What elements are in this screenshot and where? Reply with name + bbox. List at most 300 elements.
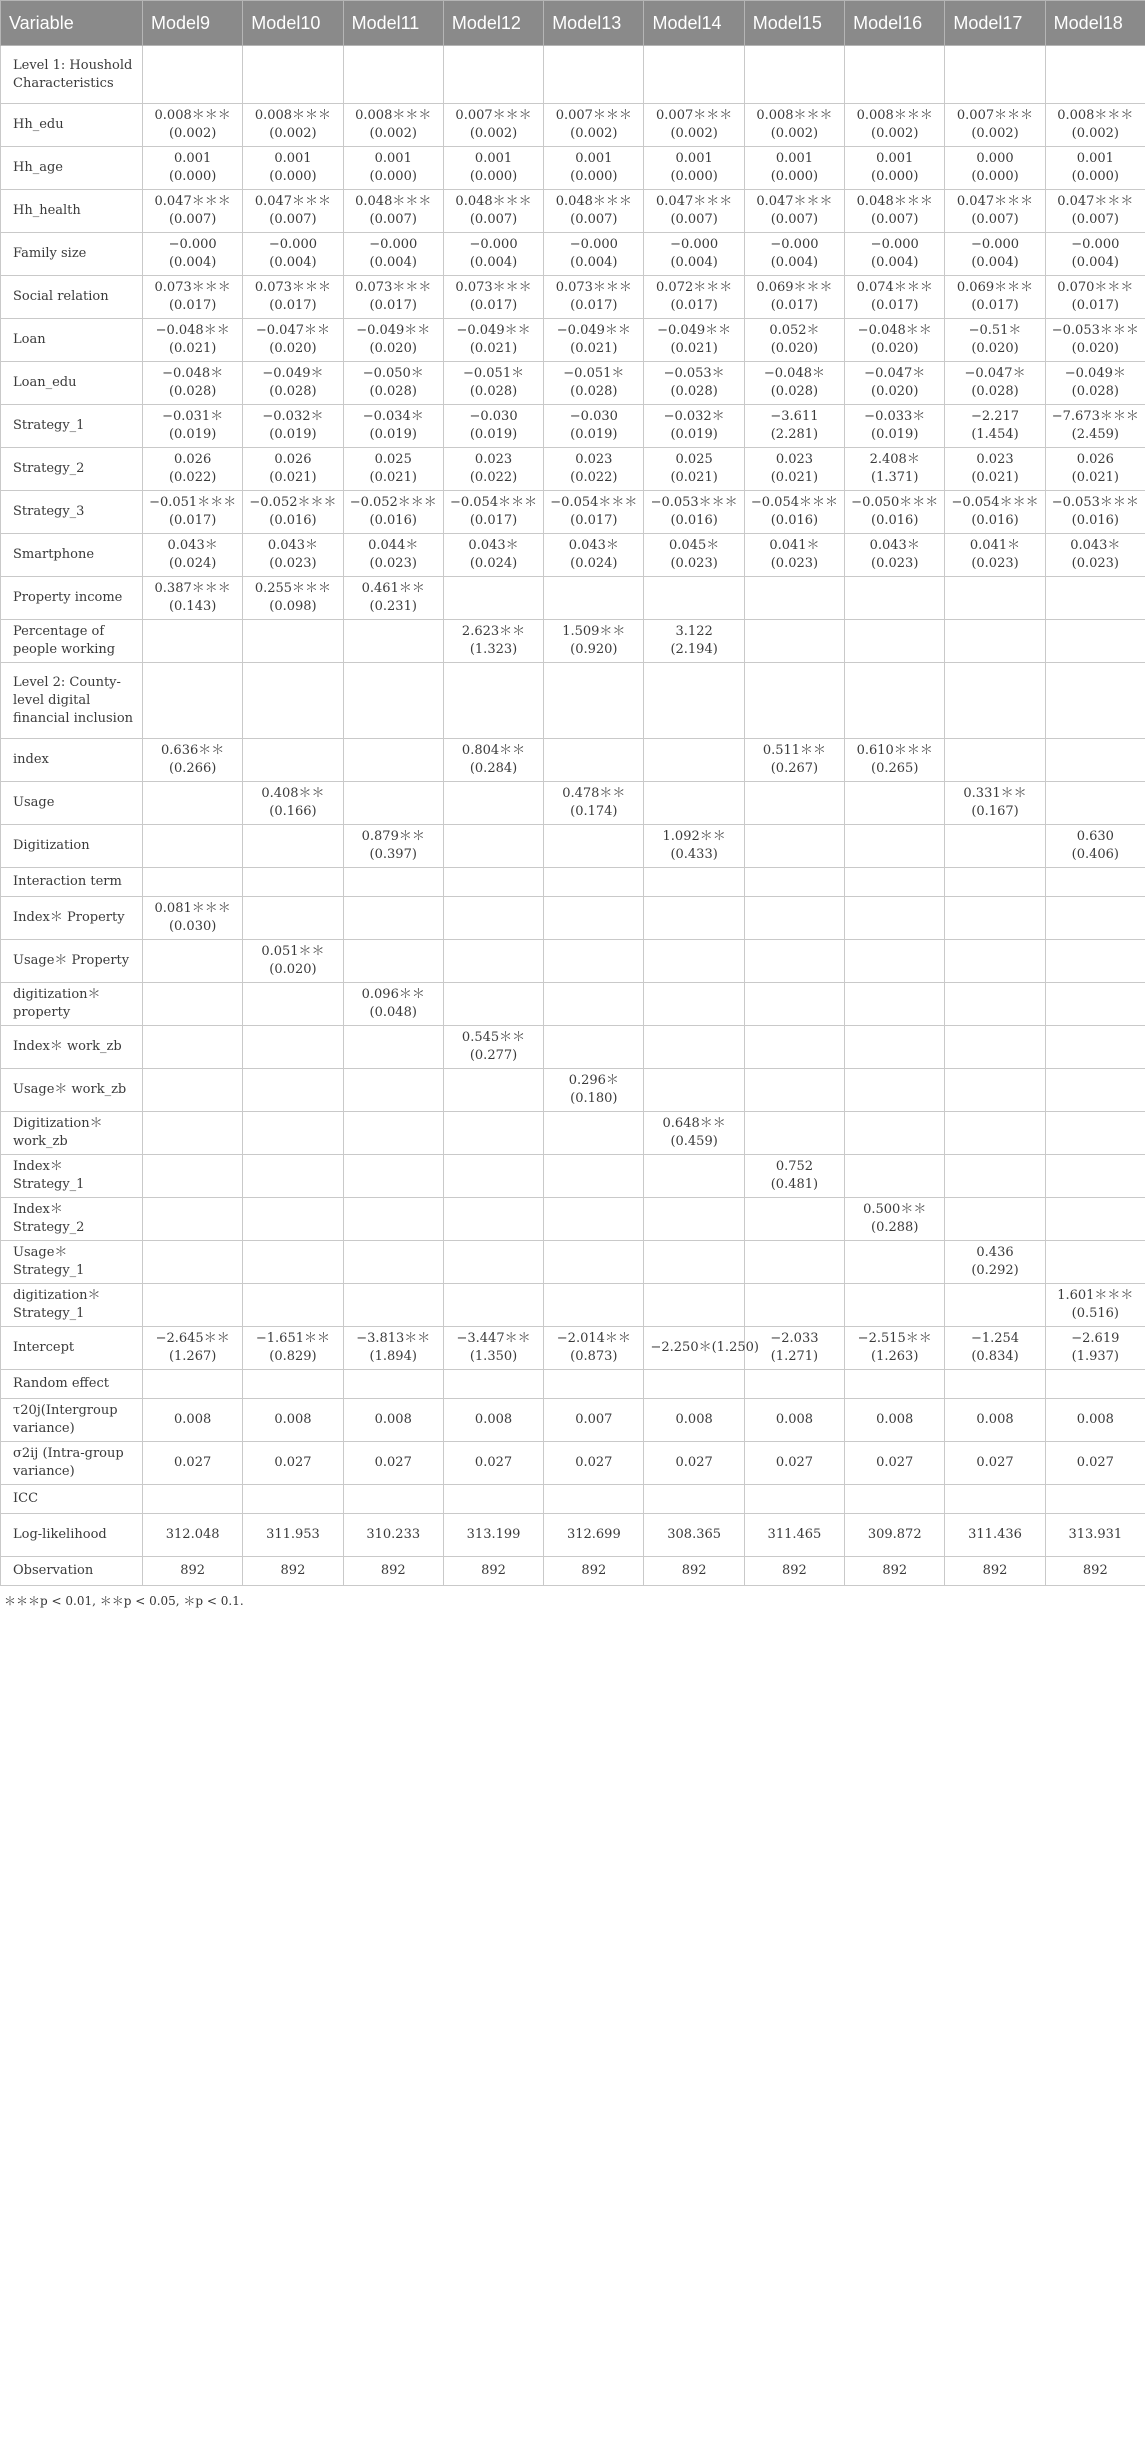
standard-error: (1.271) [770, 1349, 819, 1364]
standard-error: (0.016) [770, 513, 819, 528]
coefficient: −0.000 [268, 237, 317, 252]
row-label: ICC [1, 1485, 143, 1514]
standard-error: (0.021) [670, 470, 718, 485]
standard-error: (0.266) [168, 761, 217, 776]
table-cell [243, 1112, 343, 1155]
table-cell [343, 1026, 443, 1069]
table-cell [343, 620, 443, 663]
table-cell [845, 897, 945, 940]
coefficient: 0.008＊＊＊ [756, 108, 833, 123]
coefficient: −0.047＊＊ [255, 323, 330, 338]
standard-error: (1.323) [469, 642, 518, 657]
coefficient: −0.032＊ [262, 409, 324, 424]
standard-error: (0.021) [570, 341, 618, 356]
coefficient: 0.001 [675, 151, 713, 166]
standard-error: (0.834) [971, 1349, 1019, 1364]
table-cell [343, 1155, 443, 1198]
table-cell [1045, 897, 1145, 940]
coefficient: −0.047＊ [964, 366, 1026, 381]
standard-error: (0.000) [670, 169, 718, 184]
table-row [1, 1069, 1145, 1112]
table-row [1, 448, 1145, 491]
table-cell [845, 276, 945, 319]
table-row [1, 362, 1145, 405]
row-label: Index＊ Strategy_1 [1, 1155, 143, 1198]
table-cell [644, 663, 744, 739]
table-cell [744, 983, 844, 1026]
standard-error: (0.004) [269, 255, 317, 270]
table-row [1, 739, 1145, 782]
standard-error: (0.007) [369, 212, 417, 227]
row-label: index [1, 739, 143, 782]
table-cell [243, 983, 343, 1026]
table-cell [143, 868, 243, 897]
table-cell [644, 233, 744, 276]
row-label: Loan_edu [1, 362, 143, 405]
standard-error: (0.019) [871, 427, 919, 442]
table-cell [845, 620, 945, 663]
table-cell [544, 1112, 644, 1155]
table-cell [845, 405, 945, 448]
table-cell [243, 1370, 343, 1399]
standard-error: (0.002) [1071, 126, 1119, 141]
table-cell [443, 825, 543, 868]
standard-error: (0.004) [1071, 255, 1119, 270]
standard-error: (0.004) [469, 255, 518, 270]
table-cell [644, 577, 744, 620]
table-cell: 892 [845, 1557, 945, 1586]
table-cell: 0.008 [343, 1399, 443, 1442]
table-cell [845, 577, 945, 620]
table-cell [243, 577, 343, 620]
standard-error: (0.000) [971, 169, 1019, 184]
coefficient: 0.069＊＊＊ [756, 280, 833, 295]
standard-error: (0.017) [168, 298, 217, 313]
table-row [1, 782, 1145, 825]
row-label: Usage＊ Strategy_1 [1, 1241, 143, 1284]
table-row [1, 825, 1145, 868]
table-cell [343, 1327, 443, 1370]
table-cell [544, 448, 644, 491]
standard-error: (0.007) [871, 212, 919, 227]
table-cell [544, 782, 644, 825]
coefficient: 0.636＊＊ [161, 743, 225, 758]
table-cell: 0.027 [845, 1442, 945, 1485]
standard-error: (0.516) [1071, 1306, 1119, 1321]
table-cell [945, 1026, 1045, 1069]
column-header-model: Model17 [945, 1, 1045, 46]
coefficient: −0.031＊ [162, 409, 224, 424]
coefficient: 0.008＊＊＊ [154, 108, 231, 123]
table-cell [544, 46, 644, 104]
table-cell: 892 [143, 1557, 243, 1586]
coefficient: 2.623＊＊ [461, 624, 526, 639]
table-cell [945, 1155, 1045, 1198]
coefficient: −0.052＊＊＊ [249, 495, 337, 510]
table-cell [845, 1370, 945, 1399]
standard-error: (0.397) [369, 847, 417, 862]
standard-error: (0.022) [469, 470, 518, 485]
row-label: Level 2: County-level digital financial inclusion [1, 663, 143, 739]
table-cell [644, 739, 744, 782]
table-cell [143, 983, 243, 1026]
coefficient: 0.073＊＊＊ [455, 280, 532, 295]
table-cell [644, 1284, 744, 1327]
standard-error: (0.017) [770, 298, 819, 313]
table-cell [143, 448, 243, 491]
table-cell [1045, 1112, 1145, 1155]
coefficient: 0.001 [274, 151, 312, 166]
coefficient: 0.043＊ [468, 538, 519, 553]
coefficient: 0.041＊ [969, 538, 1021, 553]
table-cell [443, 1241, 543, 1284]
coefficient: −0.053＊＊＊ [650, 495, 738, 510]
coefficient: 0.096＊＊ [361, 987, 425, 1002]
table-cell: 0.027 [143, 1442, 243, 1485]
table-cell [243, 534, 343, 577]
coefficient: −0.000 [670, 237, 719, 252]
table-cell [243, 620, 343, 663]
coefficient: −1.254 [970, 1331, 1020, 1346]
table-cell [744, 1485, 844, 1514]
coefficient: 0.048＊＊＊ [455, 194, 532, 209]
row-label: digitization＊ property [1, 983, 143, 1026]
standard-error: (0.007) [1071, 212, 1119, 227]
coefficient: −3.611 [770, 409, 819, 424]
table-cell [1045, 1241, 1145, 1284]
standard-error: (0.017) [168, 513, 217, 528]
table-cell [443, 1155, 543, 1198]
standard-error: (0.023) [670, 556, 718, 571]
standard-error: (0.023) [1071, 556, 1119, 571]
row-label: Strategy_3 [1, 491, 143, 534]
coefficient: −0.054＊＊＊ [750, 495, 838, 510]
table-cell [1045, 276, 1145, 319]
table-cell [544, 1327, 644, 1370]
coefficient: 2.408＊ [869, 452, 920, 467]
coefficient: 0.026 [1076, 452, 1114, 467]
standard-error: (0.406) [1071, 847, 1119, 862]
table-cell [143, 276, 243, 319]
standard-error: (0.020) [269, 341, 317, 356]
table-cell [945, 276, 1045, 319]
standard-error: (0.007) [168, 212, 217, 227]
table-cell [1045, 534, 1145, 577]
table-cell: 0.027 [945, 1442, 1045, 1485]
table-cell [644, 620, 744, 663]
standard-error: (0.023) [269, 556, 317, 571]
table-cell [243, 663, 343, 739]
table-cell [644, 1069, 744, 1112]
standard-error: (0.004) [871, 255, 919, 270]
standard-error: (0.022) [168, 470, 217, 485]
table-cell [343, 534, 443, 577]
column-header-variable: Variable [1, 1, 143, 46]
table-cell [1045, 104, 1145, 147]
table-cell [845, 104, 945, 147]
coefficient: −0.000 [970, 237, 1020, 252]
standard-error: (0.231) [369, 599, 417, 614]
table-cell [143, 897, 243, 940]
table-cell [544, 147, 644, 190]
table-cell [845, 1284, 945, 1327]
table-cell [343, 577, 443, 620]
table-row [1, 1327, 1145, 1370]
table-cell [544, 534, 644, 577]
table-cell [845, 1327, 945, 1370]
standard-error: (0.004) [369, 255, 417, 270]
table-row [1, 233, 1145, 276]
table-cell [443, 577, 543, 620]
standard-error: (0.020) [269, 962, 317, 977]
table-cell [243, 104, 343, 147]
column-header-model: Model15 [744, 1, 844, 46]
standard-error: (0.481) [770, 1177, 819, 1192]
row-label: Social relation [1, 276, 143, 319]
standard-error: (1.894) [369, 1349, 417, 1364]
row-label: Strategy_2 [1, 448, 143, 491]
coefficient: −0.049＊＊ [356, 323, 431, 338]
table-row [1, 577, 1145, 620]
standard-error: (0.459) [670, 1134, 718, 1149]
coefficient: 0.023 [474, 452, 513, 467]
table-cell [143, 534, 243, 577]
table-cell: 0.027 [744, 1442, 844, 1485]
table-cell [544, 233, 644, 276]
table-cell [845, 663, 945, 739]
coefficient: −0.048＊ [162, 366, 224, 381]
table-cell [243, 739, 343, 782]
standard-error: (0.020) [369, 341, 417, 356]
standard-error: (0.020) [770, 341, 819, 356]
table-cell [845, 1485, 945, 1514]
coefficient: −0.048＊＊ [857, 323, 932, 338]
table-cell: 0.008 [945, 1399, 1045, 1442]
table-cell [945, 868, 1045, 897]
table-cell [544, 1069, 644, 1112]
table-row [1, 1155, 1145, 1198]
coefficient: −0.054＊＊＊ [550, 495, 638, 510]
table-cell [644, 940, 744, 983]
standard-error: (1.937) [1071, 1349, 1119, 1364]
table-cell [443, 534, 543, 577]
coefficient: 0.047＊＊＊ [254, 194, 332, 209]
table-cell: 0.008 [1045, 1399, 1145, 1442]
table-cell: 0.027 [544, 1442, 644, 1485]
table-cell [845, 534, 945, 577]
table-cell [644, 868, 744, 897]
coefficient: 0.007＊＊＊ [555, 108, 632, 123]
coefficient: −0.000 [870, 237, 919, 252]
standard-error: (0.024) [168, 556, 217, 571]
coefficient: −0.049＊ [1064, 366, 1126, 381]
coefficient: 0.043＊ [568, 538, 619, 553]
table-row [1, 491, 1145, 534]
standard-error: (0.000) [871, 169, 919, 184]
table-cell [845, 190, 945, 233]
standard-error: (0.017) [469, 513, 518, 528]
table-cell [443, 448, 543, 491]
table-cell [243, 897, 343, 940]
table-row [1, 983, 1145, 1026]
table-cell [544, 1026, 644, 1069]
table-cell [343, 46, 443, 104]
coefficient: −0.051＊＊＊ [149, 495, 237, 510]
coefficient: 0.001 [775, 151, 814, 166]
table-cell [143, 782, 243, 825]
table-cell [845, 362, 945, 405]
table-cell [644, 1155, 744, 1198]
standard-error: (0.002) [971, 126, 1019, 141]
coefficient: 1.509＊＊ [562, 624, 626, 639]
table-cell: 0.008 [845, 1399, 945, 1442]
coefficient: 3.122 [675, 624, 713, 639]
table-cell [945, 1370, 1045, 1399]
standard-error: (0.030) [168, 919, 217, 934]
coefficient: 0.331＊＊ [963, 786, 1027, 801]
standard-error: (0.004) [168, 255, 217, 270]
standard-error: (1.350) [469, 1349, 518, 1364]
table-cell: 892 [945, 1557, 1045, 1586]
table-cell [945, 147, 1045, 190]
table-cell [644, 448, 744, 491]
coefficient: 0.047＊＊＊ [756, 194, 833, 209]
row-label: Index＊ work_zb [1, 1026, 143, 1069]
standard-error: (0.019) [269, 427, 317, 442]
table-cell [845, 1026, 945, 1069]
standard-error: (0.017) [369, 298, 417, 313]
standard-error: (0.019) [570, 427, 618, 442]
table-cell [443, 147, 543, 190]
table-cell [544, 491, 644, 534]
coefficient: −0.049＊ [262, 366, 324, 381]
table-row [1, 534, 1145, 577]
table-cell [1045, 1198, 1145, 1241]
table-cell [143, 825, 243, 868]
table-cell: 310.233 [343, 1514, 443, 1557]
standard-error: (0.284) [469, 761, 518, 776]
table-cell [1045, 1026, 1145, 1069]
standard-error: (0.028) [369, 384, 417, 399]
standard-error: (0.024) [570, 556, 618, 571]
table-cell [544, 577, 644, 620]
table-cell: 311.953 [243, 1514, 343, 1557]
coefficient: −0.048＊＊ [155, 323, 230, 338]
coefficient: 0.072＊＊＊ [656, 280, 733, 295]
table-cell: 309.872 [845, 1514, 945, 1557]
table-cell [744, 1026, 844, 1069]
table-cell [243, 825, 343, 868]
table-cell [143, 663, 243, 739]
coefficient: 0.007＊＊＊ [956, 108, 1034, 123]
coefficient: 0.048＊＊＊ [355, 194, 432, 209]
standard-error: (0.021) [469, 341, 518, 356]
coefficient: 0.044＊ [368, 538, 419, 553]
table-cell [644, 1026, 744, 1069]
table-cell [343, 868, 443, 897]
standard-error: (0.021) [269, 470, 317, 485]
table-cell [343, 940, 443, 983]
table-cell [945, 825, 1045, 868]
table-cell [544, 319, 644, 362]
table-cell [143, 319, 243, 362]
table-cell [544, 940, 644, 983]
coefficient: 0.073＊＊＊ [355, 280, 432, 295]
coefficient: 0.074＊＊＊ [856, 280, 933, 295]
table-cell [845, 147, 945, 190]
table-row [1, 1112, 1145, 1155]
coefficient: 0.026 [274, 452, 312, 467]
table-row [1, 147, 1145, 190]
table-cell [744, 276, 844, 319]
standard-error: (0.028) [469, 384, 518, 399]
coefficient: −1.651＊＊ [255, 1331, 330, 1346]
table-cell [143, 1155, 243, 1198]
standard-error: (0.017) [269, 298, 317, 313]
coefficient: 1.601＊＊＊ [1057, 1288, 1134, 1303]
table-cell [1045, 190, 1145, 233]
table-cell [544, 983, 644, 1026]
standard-error: (0.023) [770, 556, 819, 571]
row-label: Intercept [1, 1327, 143, 1370]
table-cell [845, 1198, 945, 1241]
standard-error: (0.020) [1071, 341, 1119, 356]
table-cell [644, 319, 744, 362]
table-cell [343, 104, 443, 147]
coefficient: −2.033 [770, 1331, 819, 1346]
coefficient: −0.034＊ [362, 409, 424, 424]
coefficient: 0.041＊ [769, 538, 820, 553]
coefficient: −0.049＊＊ [456, 323, 531, 338]
table-cell [343, 1370, 443, 1399]
table-cell: 0.007 [544, 1399, 644, 1442]
table-cell [343, 739, 443, 782]
coefficient: 0.023 [976, 452, 1014, 467]
table-cell [644, 362, 744, 405]
table-cell [1045, 405, 1145, 448]
table-cell [644, 405, 744, 448]
table-cell [243, 1284, 343, 1327]
table-cell [744, 1370, 844, 1399]
table-cell [845, 739, 945, 782]
table-cell [143, 362, 243, 405]
table-cell [945, 940, 1045, 983]
coefficient: −2.250＊(1.250) [650, 1340, 759, 1355]
table-cell [143, 491, 243, 534]
row-label: Smartphone [1, 534, 143, 577]
table-row [1, 1241, 1145, 1284]
table-cell [243, 362, 343, 405]
table-cell [143, 46, 243, 104]
coefficient: 0.073＊＊＊ [555, 280, 632, 295]
coefficient: 0.804＊＊ [461, 743, 526, 758]
table-cell: 311.436 [945, 1514, 1045, 1557]
column-header-model: Model18 [1045, 1, 1145, 46]
table-cell: 892 [544, 1557, 644, 1586]
standard-error: (0.017) [670, 298, 718, 313]
coefficient: −3.813＊＊ [356, 1331, 431, 1346]
coefficient: −0.000 [569, 237, 618, 252]
coefficient: 0.047＊＊＊ [656, 194, 733, 209]
coefficient: 0.408＊＊ [261, 786, 325, 801]
coefficient: −0.054＊＊＊ [449, 495, 538, 510]
standard-error: (1.371) [871, 470, 919, 485]
table-cell [945, 1485, 1045, 1514]
table-cell [845, 983, 945, 1026]
standard-error: (0.016) [971, 513, 1019, 528]
coefficient: −0.049＊＊ [657, 323, 732, 338]
standard-error: (0.004) [670, 255, 718, 270]
